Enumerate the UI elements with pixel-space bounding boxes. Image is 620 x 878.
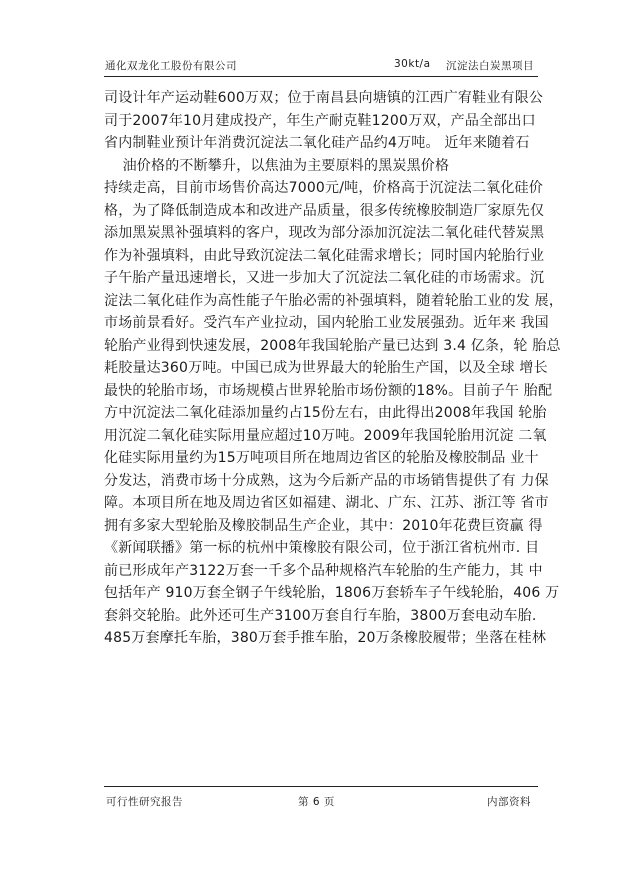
body-line: 司设计年产运动鞋600万双；位于南昌县向塘镇的江西广宥鞋业有限公 <box>104 90 544 106</box>
body-line: 持续走高，目前市场售价高达7000元/吨，价格高于沉淀法二氧化硅价 <box>104 180 543 196</box>
header-company: 通化双龙化工股份有限公司 <box>105 60 237 72</box>
header-project: 沉淀法白炭黑项目 <box>446 60 534 72</box>
body-line: 格，为了降低制造成本和改进产品质量，很多传统橡胶制造厂家原先仅 <box>104 202 545 219</box>
body-line: 分发达，消费市场十分成熟，这为今后新产品的市场销售提供了有 力保 <box>104 472 549 489</box>
body-line: 化硅实际用量约为15万吨项目所在地周边省区的轮胎及橡胶制品 业十 <box>104 450 539 466</box>
body-line: 障。本项目所在地及周边省区如福建、湖北、广东、江苏、浙江等 省市 <box>104 495 549 511</box>
body-line: 油价格的不断攀升，以焦油为主要原料的黑炭黑价格 <box>104 157 450 174</box>
body-line: 方中沉淀法二氧化硅添加量约占15份左右，由此得出2008年我国 轮胎 <box>104 405 547 421</box>
body-line: 司于2007年10月建成投产，年生产耐克鞋1200万双，产品全部出口 <box>104 112 536 129</box>
body-line: 子午胎产量迅速增长，又进一步加大了沉淀法二氧化硅的市场需求。沉 <box>104 270 545 286</box>
body-line: 耗胶量达360万吨。中国已成为世界最大的轮胎生产国，以及全球 增长 <box>104 360 548 376</box>
body-line: 用沉淀二氧化硅实际用量应超过10万吨。2009年我国轮胎用沉淀 二氧 <box>104 427 547 444</box>
body-line: 淀法二氧化硅作为高性能子午胎必需的补强填料，随着轮胎工业的发 展， <box>104 292 564 309</box>
body-text <box>104 87 564 650</box>
body-line: 《新闻联播》第一标的杭州中策橡胶有限公司，位于浙江省杭州市. 目 <box>104 540 540 556</box>
body-line: 添加黑炭黑补强填料的客户，现改为部分添加沉淀法二氧化硅代替炭黑 <box>104 225 545 241</box>
footer-classification: 内部资料 <box>487 796 531 808</box>
body-line: 最快的轮胎市场，市场规模占世界轮胎市场份额的18%。目前子午 胎配 <box>104 382 553 399</box>
footer-rule <box>104 786 538 787</box>
body-line: 拥有多家大型轮胎及橡胶制品生产企业，其中：2010年花费巨资赢 得 <box>104 517 543 534</box>
body-line: 前已形成年产3122万套一千多个品种规格汽车轮胎的生产能力，其 中 <box>104 562 543 579</box>
body-line: 省内制鞋业预计年消费沉淀法二氧化硅产品约4万吨。 近年来随着石 <box>104 135 530 151</box>
body-line: 包括年产 910万套全钢子午线轮胎，1806万套轿车子午线轮胎，406 万 <box>104 585 560 601</box>
body-line: 轮胎产业得到快速发展，2008年我国轮胎产量已达到 3.4 亿条，轮 胎总 <box>104 337 561 354</box>
body-line: 套斜交轮胎。此外还可生产3100万套自行车胎，3800万套电动车胎. <box>104 607 537 624</box>
header-rule <box>104 76 538 77</box>
body-line: 485万套摩托车胎，380万套手推车胎，20万条橡胶履带；坐落在桂林 <box>104 630 547 646</box>
footer-page-number: 第 6 页 <box>298 796 335 808</box>
body-line: 市场前景看好。受汽车产业拉动，国内轮胎工业发展强劲。近年来 我国 <box>104 315 549 331</box>
header-capacity: 30kt/a <box>394 58 431 70</box>
footer-report-type: 可行性研究报告 <box>106 796 183 808</box>
body-line: 作为补强填料，由此导致沉淀法二氧化硅需求增长；同时国内轮胎行业 <box>104 247 545 264</box>
